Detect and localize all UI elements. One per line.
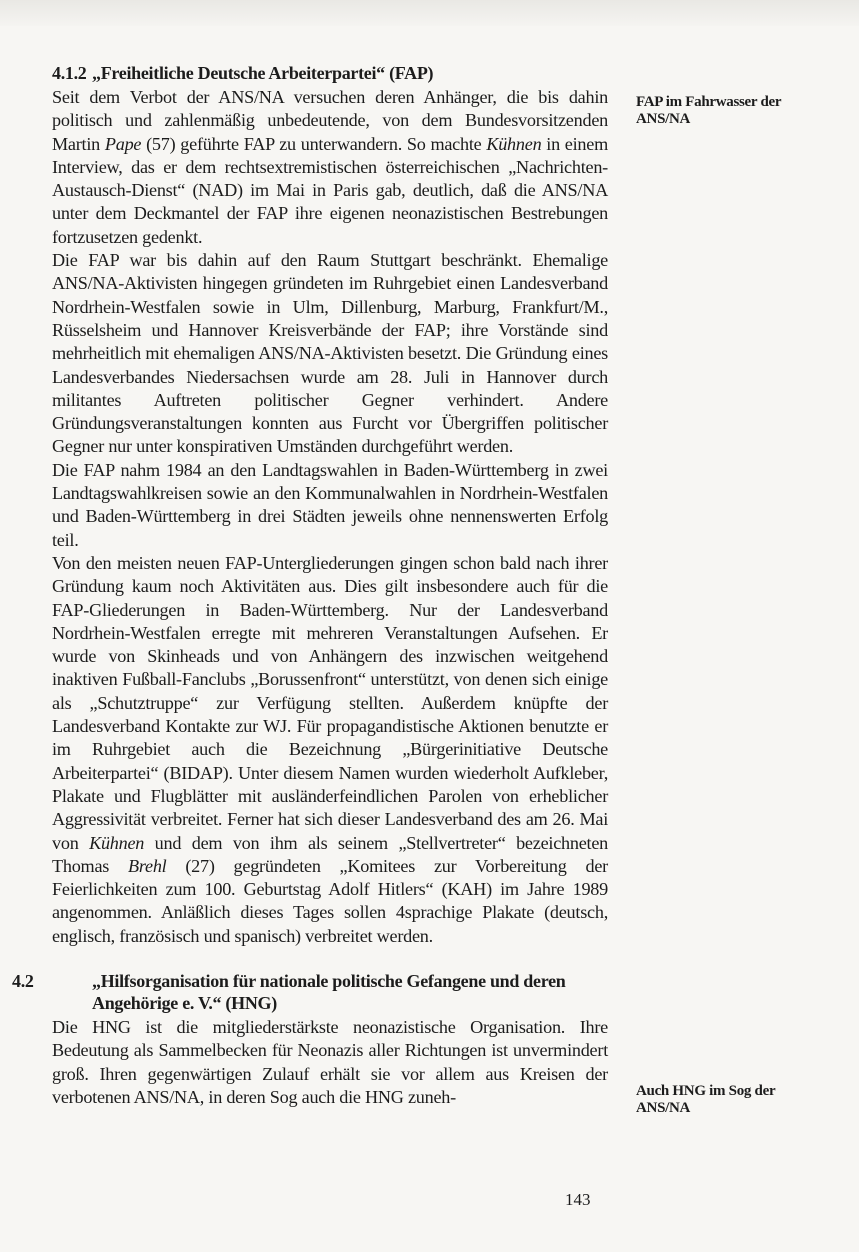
paragraph-1	[52, 86, 608, 249]
section-heading-4-2	[12, 970, 608, 1014]
text-run: Von den meisten neuen FAP-Untergliederungen gingen schon bald nach ihrer Gründung kaum noch Aktivitäten aus. Dies gilt insbesondere auch für die FAP-Gliederungen in Baden-Württemberg. Nur der Landesverband Nordrhein-Westfalen erregte mit mehreren Veranstaltungen Aufsehen. Er wurde von Skinheads und von Anhängern des inzwischen weitgehend inaktiven Fußball-Fanclubs „Borussenfront“ unterstützt, von denen sich einige als „Schutztruppe“ zur Verfügung stellten. Außerdem knüpfte der Landesverband Kontakte zur WJ. Für propagandistische Aktionen benutzte er im Ruhrgebiet auch die Bezeichnung „Bürgerinitiative Deutsche Arbeiterpartei“ (BIDAP). Unter diesem Namen wurden wiederholt Aufkleber, Plakate und Flugblätter mit ausländerfeindlichen Parolen von erheblicher Aggressivität verbreitet. Ferner hat sich dieser Landesverband des am 26. Mai von	[52, 552, 608, 853]
person-name: Kühnen	[486, 133, 542, 154]
person-name: Brehl	[127, 855, 167, 876]
paragraph-4	[52, 552, 608, 948]
text-run: in einem Interview, das er dem rechtsextremistischen österreichischen „Nachrichten-Austausch-Dienst“ (NAD) im Mai in Paris gab, deutlich, daß die ANS/NA unter dem Deckmantel der FAP ihre eigenen neonazistischen Bestrebungen fortzusetzen gedenkt.	[52, 133, 608, 247]
page-number: 143	[565, 1190, 591, 1209]
text-run: und dem von ihm als seinem „Stellvertreter“ bezeichneten Thomas	[52, 832, 608, 876]
main-text-column	[12, 62, 608, 1109]
section-heading-4-1-2	[52, 62, 608, 84]
section-title: „Hilfsorganisation für nationale politische Gefangene und deren Angehörige e. V.“ (HNG)	[92, 970, 566, 1013]
scan-edge	[0, 0, 859, 26]
text-run: Seit dem Verbot der ANS/NA versuchen deren Anhänger, die bis dahin politisch und zahlenmäßig unbedeutende, von dem Bundesvorsitzenden Martin	[52, 87, 608, 154]
person-name: Pape	[104, 133, 142, 154]
paragraph-5: Die HNG ist die mitgliederstärkste neonazistische Organisation. Ihre Bedeutung als Sammelbecken für Neonazis aller Richtungen ist unvermindert groß. Ihren gegenwärtigen Zulauf erhält sie vor allem aus Kreisen der verbotenen ANS/NA, in deren Sog auch die HNG zuneh-	[52, 1016, 608, 1107]
text-run: (57) geführte FAP zu unterwandern. So machte	[141, 133, 487, 154]
margin-note-fap: FAP im Fahrwasser der ANS/NA	[636, 94, 781, 127]
text-run: (27) gegründeten „Komitees zur Vorbereitung der Feierlichkeiten zum 100. Geburtstag Adolf Hitlers“ (KAH) im Jahre 1989 angenommen. Anläßlich dieses Tages sollen 4sprachige Plakate (deutsch, englisch, französisch und spanisch) verbreitet werden.	[52, 855, 608, 946]
person-name: Kühnen	[89, 832, 145, 853]
section-number: 4.1.2	[52, 63, 87, 83]
paragraph-3: Die FAP nahm 1984 an den Landtagswahlen in Baden-Württemberg in zwei Landtagswahlkreisen sowie an den Kommunalwahlen in Nordrhein-Westfalen und Baden-Württemberg in drei Städten jeweils ohne nennenswerten Erfolg teil.	[52, 459, 608, 550]
section-number: 4.2	[12, 970, 34, 991]
paragraph-2: Die FAP war bis dahin auf den Raum Stuttgart beschränkt. Ehemalige ANS/NA-Aktivisten hingegen gründeten im Ruhrgebiet einen Landesverband Nordrhein-Westfalen sowie in Ulm, Dillenburg, Marburg, Frankfurt/M., Rüsselsheim und Hannover Kreisverbände der FAP; ihre Vorstände sind mehrheitlich mit ehemaligen ANS/NA-Aktivisten besetzt. Die Gründung eines Landesverbandes Niedersachsen wurde am 28. Juli in Hannover durch militantes Auftreten politischer Gegner verhindert. Andere Gründungsveranstaltungen konnten aus Furcht vor Übergriffen politischer Gegner nur unter konspirativen Umständen durchgeführt werden.	[52, 250, 608, 457]
margin-note-hng: Auch HNG im Sog der ANS/NA	[636, 1083, 776, 1116]
section-title: „Freiheitliche Deutsche Arbeiterpartei“ (FAP)	[92, 63, 434, 83]
